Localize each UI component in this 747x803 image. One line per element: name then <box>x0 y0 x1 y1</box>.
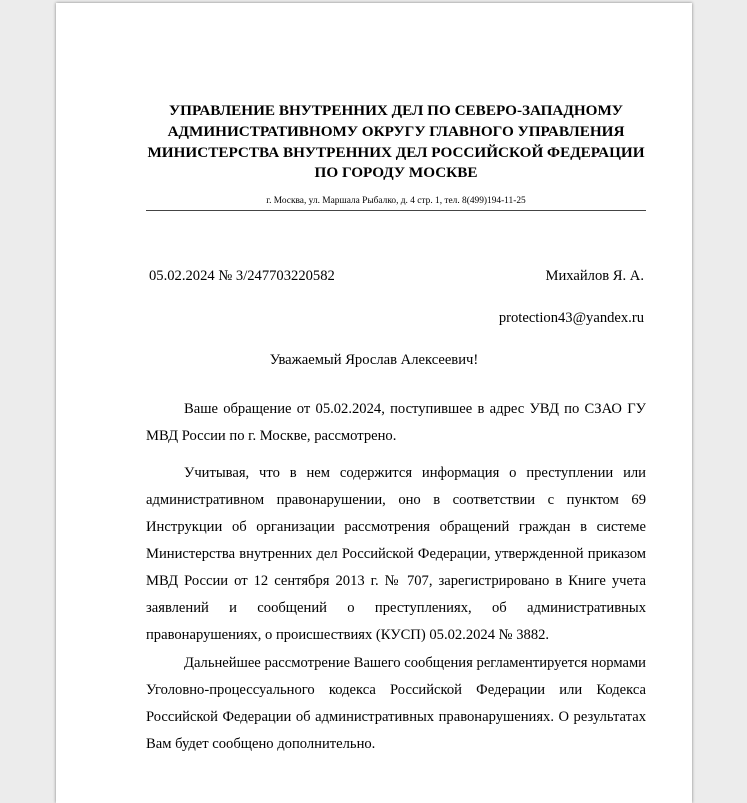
salutation: Уважаемый Ярослав Алексеевич! <box>269 352 479 368</box>
document-date-number: 05.02.2024 № 3/247703220582 <box>149 268 335 284</box>
paragraph-3: Дальнейшее рассмотрение Вашего сообщения регламентируется нормами Уголовно-процессуального кодекса Российской Федерации или Кодекса Российской Федерации об административных правонарушениях. О результатах Вам будет сообщено дополнительно. <box>146 655 646 752</box>
paragraph-2: Учитывая, что в нем содержится информация о преступлении или административном правонарушении, оно в соответствии с пунктом 69 Инструкции об организации рассмотрения обращений граждан в системе Министерства внутренних дел Российской Федерации, утвержденной приказом МВД России от 12 сентября 2013 г. № 707, зарегистрировано в Книге учета заявлений и сообщений о преступлениях, об административных правонарушениях, о происшествиях (КУСП) 05.02.2024 № 3882. <box>146 465 646 643</box>
recipient-email: protection43@yandex.ru <box>498 310 644 326</box>
header-title: УПРАВЛЕНИЕ ВНУТРЕННИХ ДЕЛ ПО СЕВЕРО-ЗАПАДНОМУ АДМИНИСТРАТИВНОМУ ОКРУГУ ГЛАВНОГО УПРАВЛЕНИЯ МИНИСТЕРСТВА ВНУТРЕННИХ ДЕЛ РОССИЙСКОЙ ФЕДЕРАЦИИ ПО ГОРОДУ МОСКВЕ <box>147 102 645 182</box>
paragraph-1: Ваше обращение от 05.02.2024, поступившее в адрес УВД по СЗАО ГУ МВД России по г. Москве, рассмотрено. <box>146 401 646 444</box>
document-page <box>56 3 692 803</box>
header-address: г. Москва, ул. Маршала Рыбалко, д. 4 стр. 1, тел. 8(499)194-11-25 <box>266 196 526 206</box>
recipient-name: Михайлов Я. А. <box>545 268 644 284</box>
header-divider <box>146 210 646 211</box>
